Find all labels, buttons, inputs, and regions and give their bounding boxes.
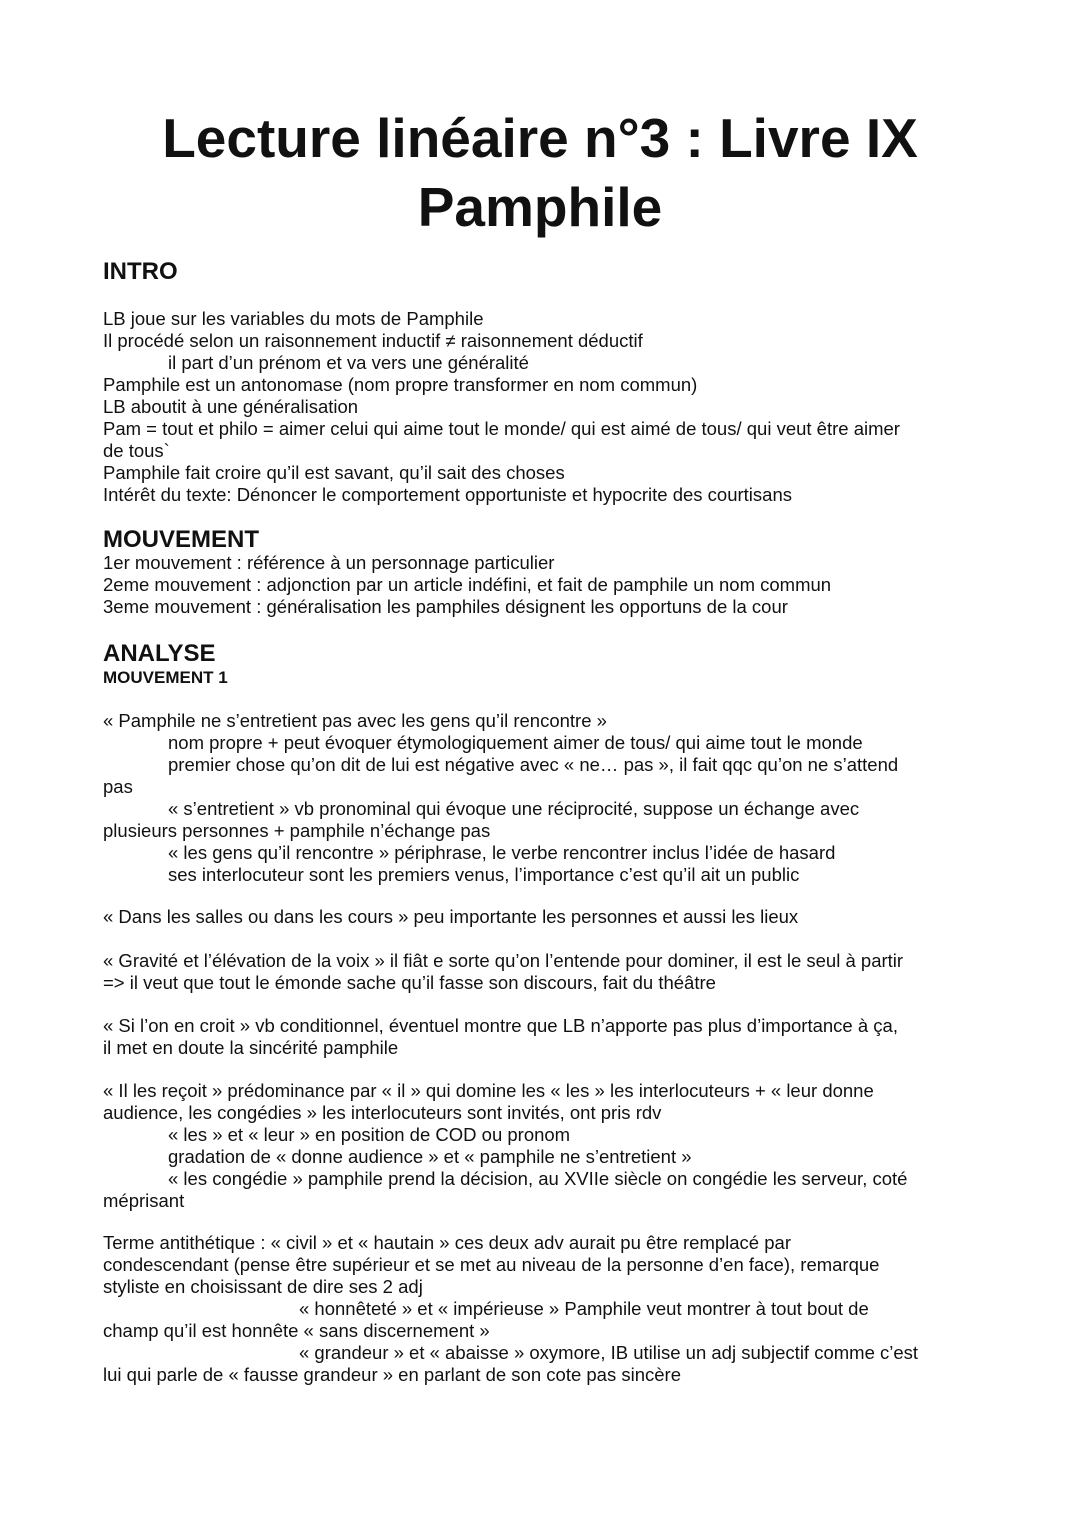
text-line: Pamphile est un antonomase (nom propre transformer en nom commun) bbox=[103, 374, 698, 395]
text-line: lui qui parle de « fausse grandeur » en parlant de son cote pas sincère bbox=[103, 1364, 681, 1385]
text-line: « grandeur » et « abaisse » oxymore, IB utilise un adj subjectif comme c’est bbox=[299, 1342, 919, 1363]
analyse-paragraph-1 bbox=[103, 710, 983, 886]
text-line: « honnêteté » et « impérieuse » Pamphile veut montrer à tout bout de bbox=[299, 1298, 869, 1319]
text-line: nom propre + peut évoquer étymologiquement aimer de tous/ qui aime tout le monde bbox=[168, 732, 863, 753]
mouvement-1-subheading: MOUVEMENT 1 bbox=[103, 668, 228, 687]
text-line: « les » et « leur » en position de COD ou pronom bbox=[168, 1124, 571, 1145]
analyse-paragraph-3 bbox=[103, 950, 983, 994]
text-line: premier chose qu’on dit de lui est négative avec « ne… pas », il fait qqc qu’on ne s’attend bbox=[168, 754, 899, 775]
text-line: de tous` bbox=[103, 440, 170, 461]
text-line: « Pamphile ne s’entretient pas avec les gens qu’il rencontre » bbox=[103, 710, 607, 731]
text-line: LB joue sur les variables du mots de Pamphile bbox=[103, 308, 484, 329]
text-line: gradation de « donne audience » et « pamphile ne s’entretient » bbox=[168, 1146, 692, 1167]
text-line: Pam = tout et philo = aimer celui qui aime tout le monde/ qui est aimé de tous/ qui veut être aimer bbox=[103, 418, 900, 439]
text-line: LB aboutit à une généralisation bbox=[103, 396, 359, 417]
text-line: 1er mouvement : référence à un personnage particulier bbox=[103, 552, 555, 573]
analyse-paragraph-4 bbox=[103, 1015, 983, 1059]
text-line: pas bbox=[103, 776, 133, 797]
text-line: « Si l’on en croit » vb conditionnel, éventuel montre que LB n’apporte pas plus d’importance à ça, bbox=[103, 1015, 898, 1036]
text-line: Il procédé selon un raisonnement inductif ≠ raisonnement déductif bbox=[103, 330, 643, 351]
text-line: « Dans les salles ou dans les cours » peu importante les personnes et aussi les lieux bbox=[103, 906, 799, 927]
analyse-paragraph-2 bbox=[103, 906, 983, 928]
text-line: condescendant (pense être supérieur et se met au niveau de la personne d’en face), remarque bbox=[103, 1254, 880, 1275]
intro-heading: INTRO bbox=[103, 258, 178, 285]
text-line: « Il les reçoit » prédominance par « il » qui domine les « les » les interlocuteurs + « leur donne bbox=[103, 1080, 874, 1101]
title-line-2: Pamphile bbox=[417, 176, 663, 238]
analyse-heading: ANALYSE bbox=[103, 640, 216, 667]
mouvement-heading: MOUVEMENT bbox=[103, 526, 259, 553]
text-line: audience, les congédies » les interlocuteurs sont invités, ont pris rdv bbox=[103, 1102, 662, 1123]
text-line: « Gravité et l’élévation de la voix » il fiât e sorte qu’on l’entende pour dominer, il est le seul à partir bbox=[103, 950, 904, 971]
text-line: il part d’un prénom et va vers une généralité bbox=[168, 352, 529, 373]
text-line: « les congédie » pamphile prend la décision, au XVIIe siècle on congédie les serveur, coté bbox=[168, 1168, 908, 1189]
text-line: ses interlocuteur sont les premiers venus, l’importance c’est qu’il ait un public bbox=[168, 864, 800, 885]
analyse-paragraph-5 bbox=[103, 1080, 983, 1212]
text-line: il met en doute la sincérité pamphile bbox=[103, 1037, 399, 1058]
document-title bbox=[0, 104, 1080, 242]
text-line: « les gens qu’il rencontre » périphrase, le verbe rencontrer inclus l’idée de hasard bbox=[168, 842, 836, 863]
text-line: styliste en choisissant de dire ses 2 adj bbox=[103, 1276, 423, 1297]
text-line: => il veut que tout le émonde sache qu’il fasse son discours, fait du théâtre bbox=[103, 972, 716, 993]
text-line: Intérêt du texte: Dénoncer le comportement opportuniste et hypocrite des courtisans bbox=[103, 484, 792, 505]
text-line: 3eme mouvement : généralisation les pamphiles désignent les opportuns de la cour bbox=[103, 596, 788, 617]
text-line: 2eme mouvement : adjonction par un article indéfini, et fait de pamphile un nom commun bbox=[103, 574, 832, 595]
text-line: méprisant bbox=[103, 1190, 185, 1211]
analyse-paragraph-6 bbox=[103, 1232, 983, 1386]
text-line: champ qu’il est honnête « sans discernement » bbox=[103, 1320, 490, 1341]
text-line: Terme antithétique : « civil » et « hautain » ces deux adv aurait pu être remplacé par bbox=[103, 1232, 791, 1253]
text-line: plusieurs personnes + pamphile n’échange pas bbox=[103, 820, 491, 841]
title-line-1: Lecture linéaire n°3 : Livre IX bbox=[162, 107, 918, 169]
text-line: « s’entretient » vb pronominal qui évoque une réciprocité, suppose un échange avec bbox=[168, 798, 860, 819]
text-line: Pamphile fait croire qu’il est savant, qu’il sait des choses bbox=[103, 462, 565, 483]
mouvement-section bbox=[103, 552, 983, 618]
intro-section bbox=[103, 308, 983, 506]
